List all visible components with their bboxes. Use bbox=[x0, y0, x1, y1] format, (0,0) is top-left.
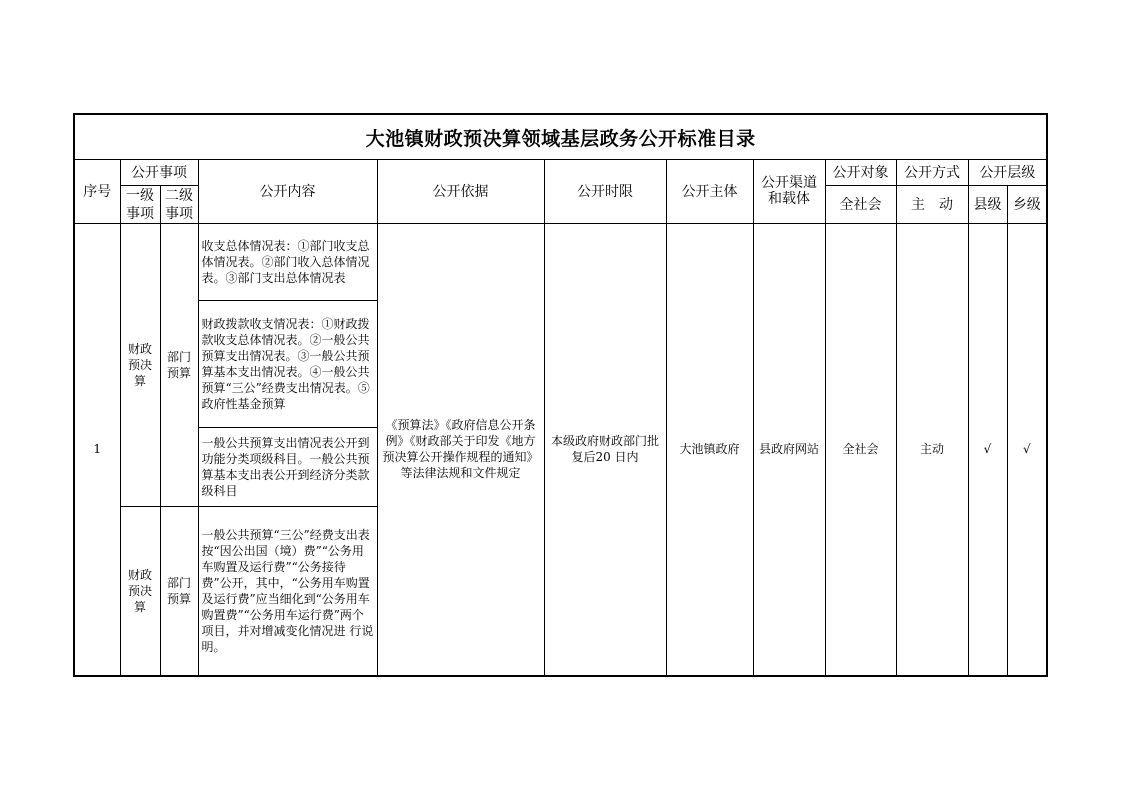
catalog-sheet bbox=[73, 113, 1046, 678]
page-title: 大池镇财政预决算领域基层政务公开标准目录 bbox=[74, 114, 1047, 160]
header-matter: 公开事项 bbox=[120, 160, 198, 186]
catalog-table bbox=[73, 113, 1048, 677]
cell-subject: 大池镇政府 bbox=[666, 224, 753, 676]
cell-content-3: 一般公共预算支出情况表公开到功能分类项级科目。一般公共预算基本支出表公开到经济分类款级科目 bbox=[198, 428, 377, 507]
cell-time-limit: 本级政府财政部门批复后20 日内 bbox=[544, 224, 666, 676]
cell-level1-b: 财政预决算 bbox=[120, 507, 160, 676]
header-level2: 二级事项 bbox=[160, 186, 198, 224]
check-town: √ bbox=[1007, 224, 1047, 676]
header-content: 公开内容 bbox=[198, 160, 377, 224]
header-subject: 公开主体 bbox=[666, 160, 753, 224]
header-method-sub: 主 动 bbox=[896, 186, 968, 224]
header-level1: 一级事项 bbox=[120, 186, 160, 224]
header-basis: 公开依据 bbox=[377, 160, 544, 224]
cell-content-2: 财政拨款收支情况表：①财政拨款收支总体情况表。②一般公共预算支出情况表。③一般公共预算基本支出情况表。④一般公共预算“三公”经费支出情况表。⑤政府性基金预算 bbox=[198, 301, 377, 428]
cell-object: 全社会 bbox=[825, 224, 896, 676]
check-county: √ bbox=[968, 224, 1007, 676]
cell-method: 主动 bbox=[896, 224, 968, 676]
cell-content-1: 收支总体情况表：①部门收支总体情况表。②部门收入总体情况表。③部门支出总体情况表 bbox=[198, 224, 377, 301]
cell-channel: 县政府网站 bbox=[753, 224, 825, 676]
header-channel: 公开渠道和载体 bbox=[753, 160, 825, 224]
header-object-sub: 全社会 bbox=[825, 186, 896, 224]
cell-level2-a: 部门预算 bbox=[160, 224, 198, 507]
header-town: 乡级 bbox=[1007, 186, 1047, 224]
cell-basis: 《预算法》《政府信息公开条 例》《财政部关于印发《地方预决算公开操作规程的通知》等法律法规和文件规定 bbox=[377, 224, 544, 676]
cell-level2-b: 部门预算 bbox=[160, 507, 198, 676]
header-county: 县级 bbox=[968, 186, 1007, 224]
cell-seq: 1 bbox=[74, 224, 120, 676]
header-method: 公开方式 bbox=[896, 160, 968, 186]
header-time-limit: 公开时限 bbox=[544, 160, 666, 224]
header-level: 公开层级 bbox=[968, 160, 1047, 186]
cell-content-4: 一般公共预算“三公”经费支出表按“因公出国（境）费”“公务用车购置及运行费”“公务接待费”公开，其中，“公务用车购置及运行费”应当细化到“公务用车购置费”“公务用车运行费”两个项目，并对增减变化情况进 行说明。 bbox=[198, 507, 377, 676]
header-seq: 序号 bbox=[74, 160, 120, 224]
header-object: 公开对象 bbox=[825, 160, 896, 186]
cell-level1-a: 财政预决算 bbox=[120, 224, 160, 507]
